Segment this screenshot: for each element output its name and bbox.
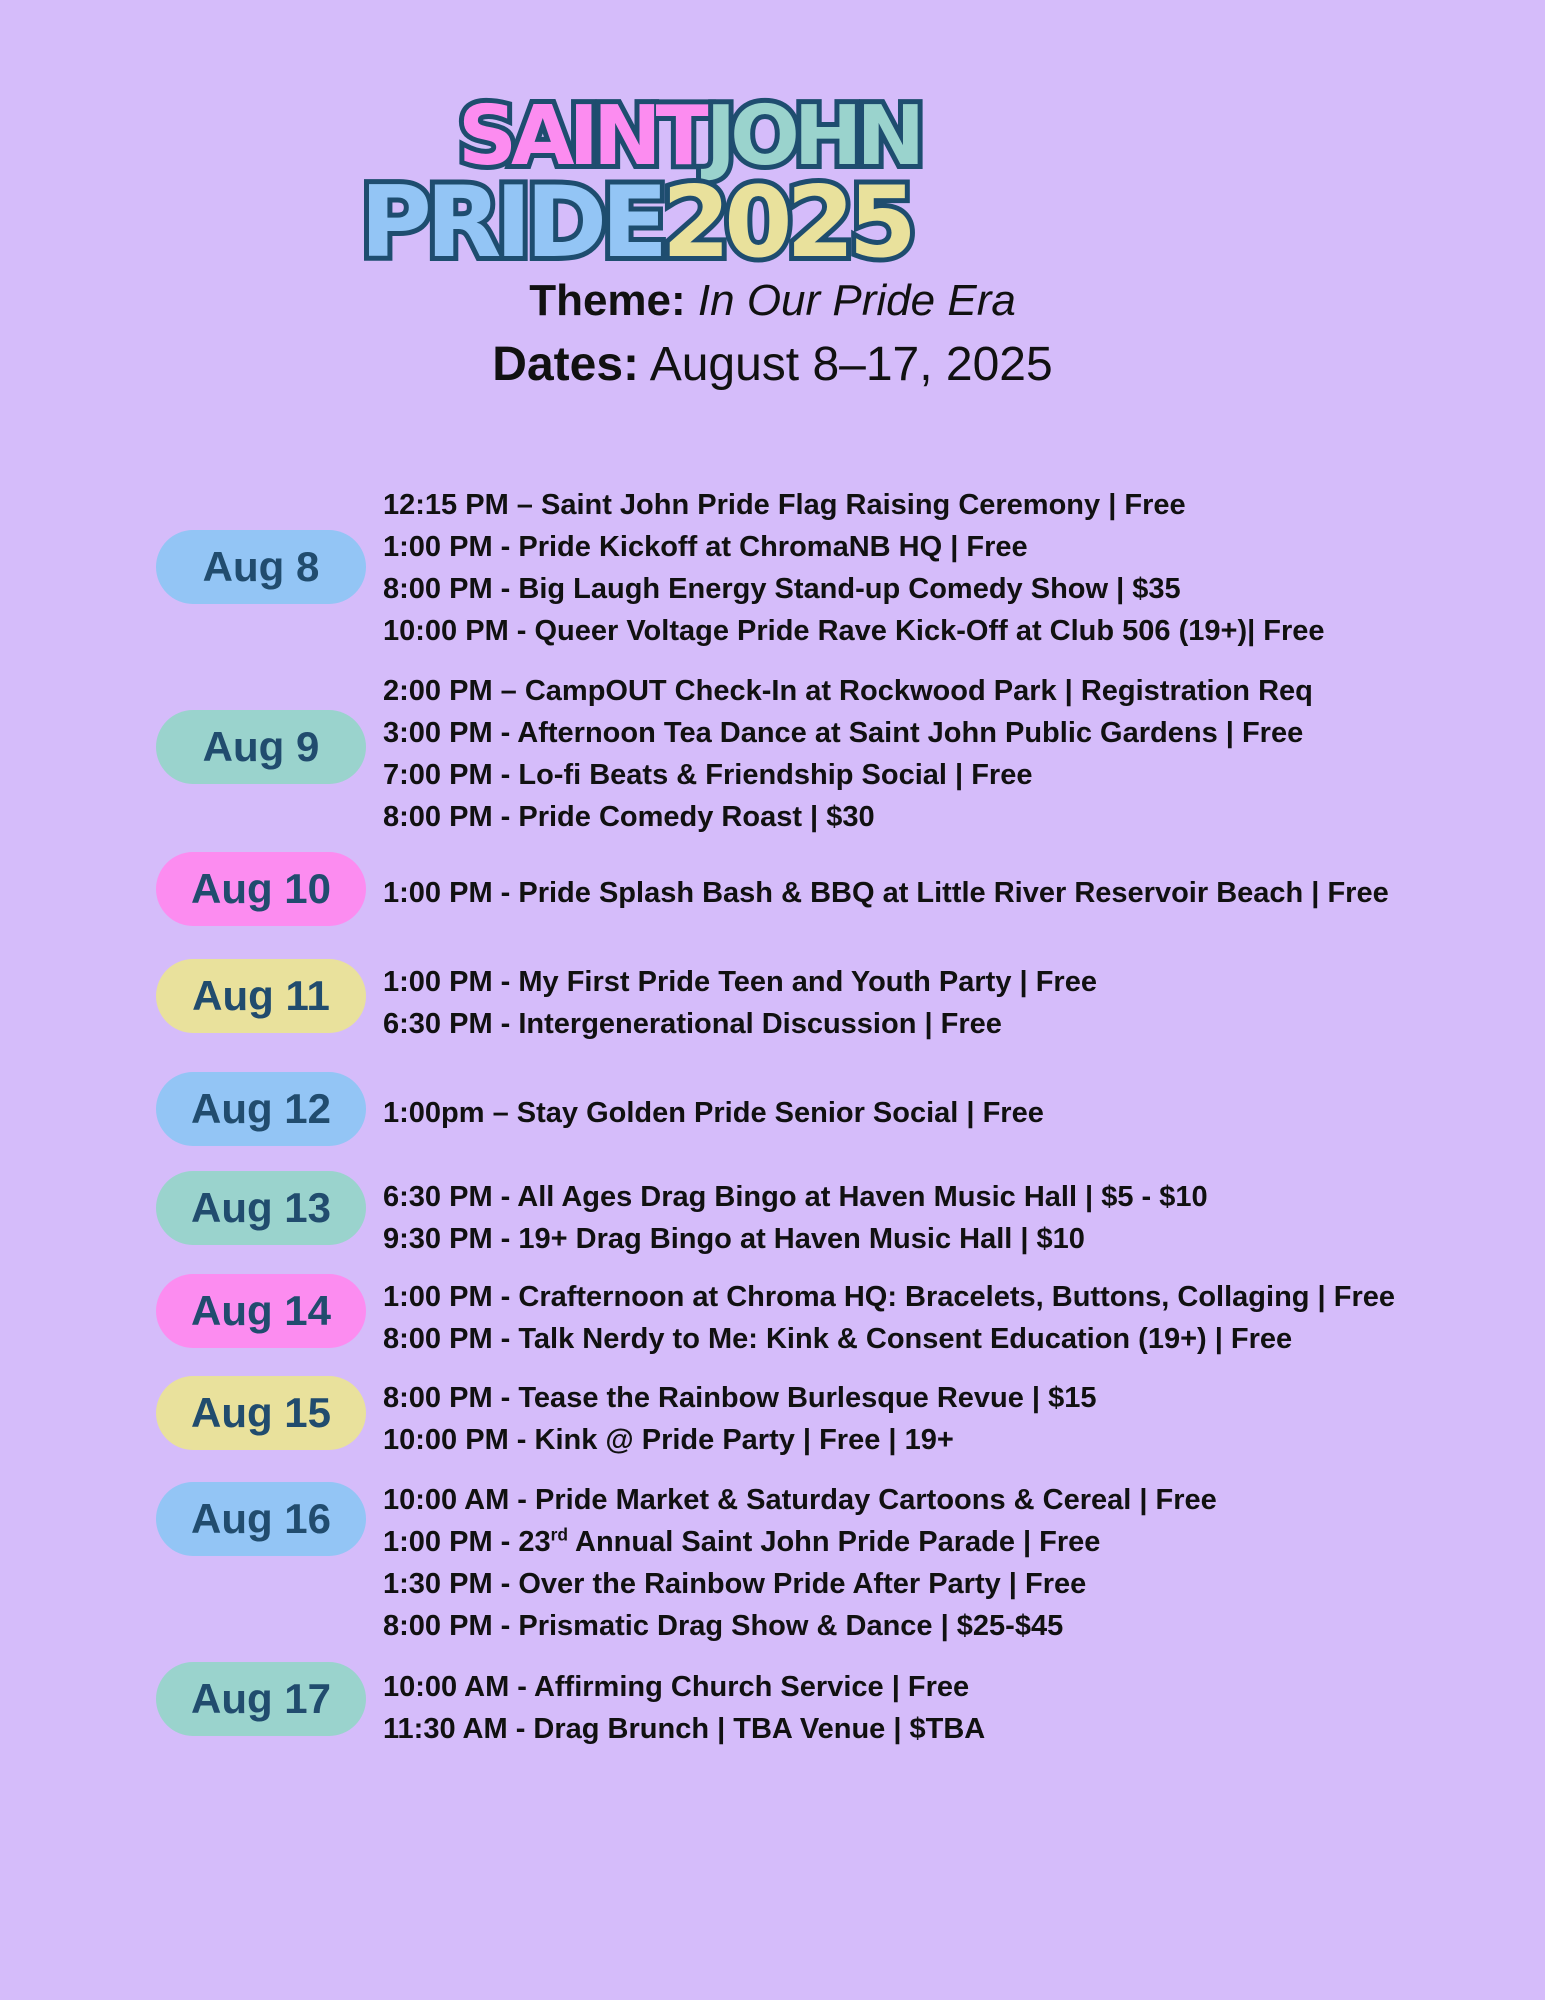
event-item: 1:30 PM - Over the Rainbow Pride After Party | Free <box>383 1568 1087 1600</box>
event-item: 10:00 AM - Affirming Church Service | Free <box>383 1671 970 1703</box>
event-item: 8:00 PM - Tease the Rainbow Burlesque Revue | $15 <box>383 1382 1097 1414</box>
date-pill: Aug 14 <box>156 1274 366 1348</box>
logo-line-2 <box>360 166 911 280</box>
event-item: 1:00 PM - Pride Kickoff at ChromaNB HQ | Free <box>383 531 1028 563</box>
dates-line <box>0 337 1545 392</box>
date-pill: Aug 8 <box>156 530 366 604</box>
date-pill: Aug 13 <box>156 1171 366 1245</box>
event-item: 1:00 PM - 23rd Annual Saint John Pride Parade | Free <box>383 1524 1101 1558</box>
event-item: 6:30 PM - Intergenerational Discussion | Free <box>383 1008 1002 1040</box>
event-item: 10:00 PM - Kink @ Pride Party | Free | 19+ <box>383 1424 954 1456</box>
event-item: 1:00 PM - Crafternoon at Chroma HQ: Bracelets, Buttons, Collaging | Free <box>383 1281 1395 1313</box>
logo-word-john: JOHN <box>705 89 920 184</box>
theme-line <box>0 276 1545 326</box>
date-pill: Aug 17 <box>156 1662 366 1736</box>
date-pill: Aug 12 <box>156 1072 366 1146</box>
event-item: 10:00 PM - Queer Voltage Pride Rave Kick-Off at Club 506 (19+)| Free <box>383 615 1325 647</box>
theme-label: Theme: <box>529 276 686 325</box>
date-pill: Aug 10 <box>156 852 366 926</box>
logo-word-2025: 2025 <box>662 166 911 280</box>
date-pill: Aug 15 <box>156 1376 366 1450</box>
event-item: 11:30 AM - Drag Brunch | TBA Venue | $TBA <box>383 1713 986 1745</box>
dates-label: Dates: <box>492 338 639 391</box>
dates-value: August 8–17, 2025 <box>649 338 1053 391</box>
date-pill: Aug 11 <box>156 959 366 1033</box>
event-item: 8:00 PM - Pride Comedy Roast | $30 <box>383 801 875 833</box>
event-list <box>383 1176 1523 1260</box>
event-list <box>383 961 1523 1045</box>
event-item: 1:00 PM - My First Pride Teen and Youth Party | Free <box>383 966 1097 998</box>
logo-word-saint: SAINT <box>458 89 706 184</box>
event-item: 10:00 AM - Pride Market & Saturday Cartoons & Cereal | Free <box>383 1484 1217 1516</box>
event-list <box>383 1479 1523 1647</box>
event-item: 6:30 PM - All Ages Drag Bingo at Haven Music Hall | $5 - $10 <box>383 1181 1208 1213</box>
event-list <box>383 872 1523 914</box>
event-item: 8:00 PM - Prismatic Drag Show & Dance | $25-$45 <box>383 1610 1064 1642</box>
event-list <box>383 1092 1523 1134</box>
event-item: 2:00 PM – CampOUT Check-In at Rockwood Park | Registration Req <box>383 675 1313 707</box>
event-item: 1:00pm – Stay Golden Pride Senior Social | Free <box>383 1097 1044 1129</box>
event-list <box>383 1377 1523 1461</box>
event-list <box>383 484 1523 652</box>
event-item: 8:00 PM - Talk Nerdy to Me: Kink & Consent Education (19+) | Free <box>383 1323 1293 1355</box>
event-item: 8:00 PM - Big Laugh Energy Stand-up Comedy Show | $35 <box>383 573 1181 605</box>
logo-word-pride: PRIDE <box>360 166 663 280</box>
event-item: 1:00 PM - Pride Splash Bash & BBQ at Little River Reservoir Beach | Free <box>383 877 1389 909</box>
event-list <box>383 670 1523 838</box>
date-pill: Aug 16 <box>156 1482 366 1556</box>
event-item: 9:30 PM - 19+ Drag Bingo at Haven Music Hall | $10 <box>383 1223 1085 1255</box>
event-item: 3:00 PM - Afternoon Tea Dance at Saint John Public Gardens | Free <box>383 717 1304 749</box>
event-list <box>383 1666 1523 1750</box>
event-logo <box>360 89 1155 280</box>
event-item: 7:00 PM - Lo-fi Beats & Friendship Social | Free <box>383 759 1033 791</box>
theme-value: In Our Pride Era <box>697 276 1016 325</box>
event-list <box>383 1276 1523 1360</box>
date-pill: Aug 9 <box>156 710 366 784</box>
event-item: 12:15 PM – Saint John Pride Flag Raising Ceremony | Free <box>383 489 1186 521</box>
